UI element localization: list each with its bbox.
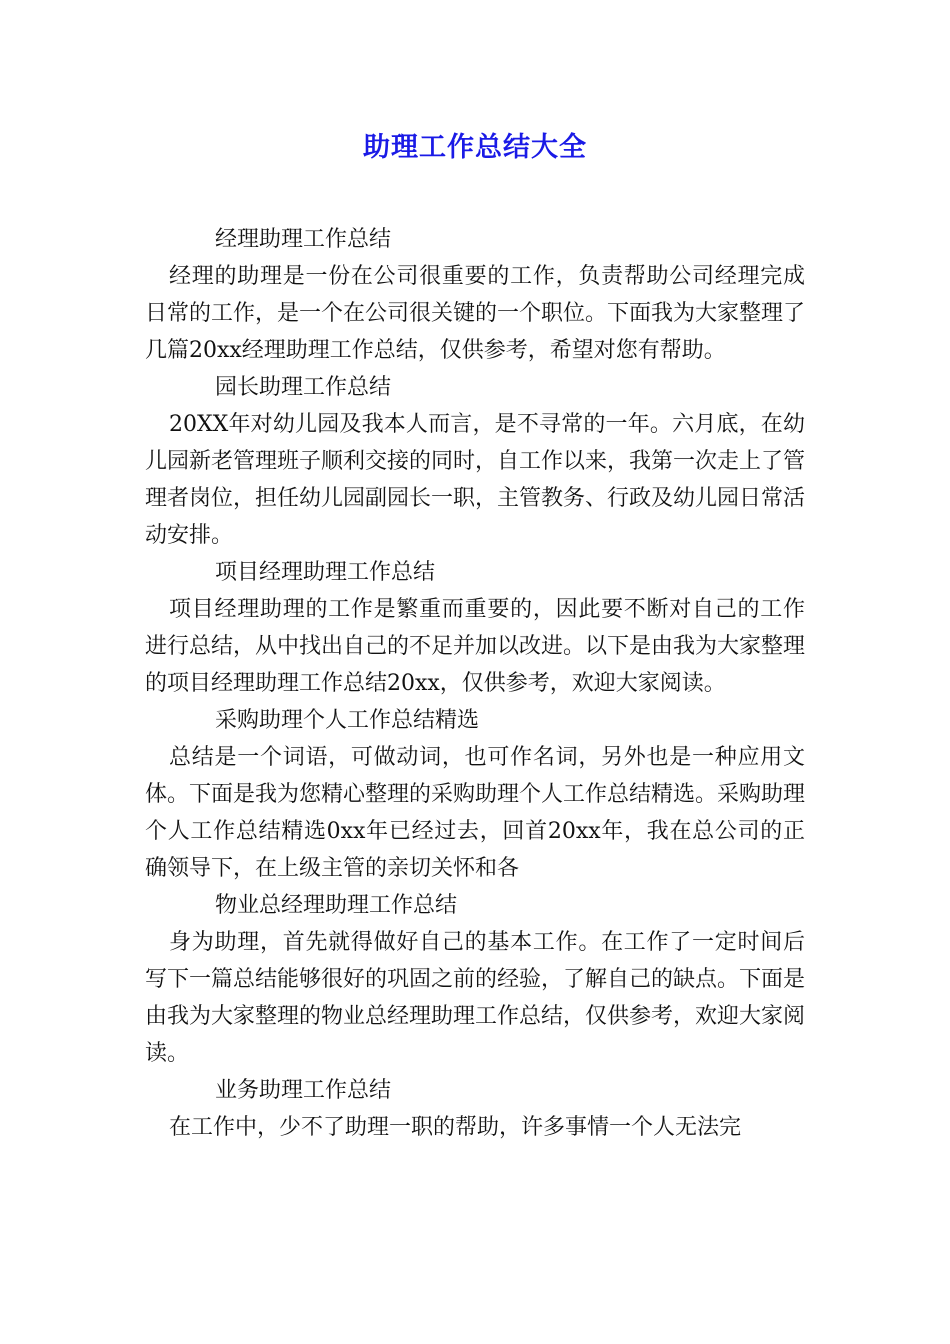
section-body-kindergarten-assistant: 20XX年对幼儿园及我本人而言，是不寻常的一年。六月底，在幼儿园新老管理班子顺利交接的同时，自工作以来，我第一次走上了管理者岗位，担任幼儿园副园长一职，主管教务、行政及幼儿园日常活动安排。 [145,412,806,548]
section-body-purchasing-assistant: 总结是一个词语，可做动词，也可作名词，另外也是一种应用文体。下面是我为您精心整理的采购助理个人工作总结精选。采购助理个人工作总结精选0xx年已经过去，回首20xx年，我在总公司的正确领导下，在上级主管的亲切关怀和各 [145,745,806,881]
section-body-business-assistant: 在工作中，少不了助理一职的帮助，许多事情一个人无法完 [169,1115,742,1140]
section-heading-project-manager-assistant: 项目经理助理工作总结 [215,560,436,585]
section-heading-manager-assistant: 经理助理工作总结 [215,227,392,252]
section-body-property-gm-assistant: 身为助理，首先就得做好自己的基本工作。在工作了一定时间后写下一篇总结能够很好的巩固之前的经验，了解自己的缺点。下面是由我为大家整理的物业总经理助理工作总结，仅供参考，欢迎大家阅读。 [145,930,806,1066]
section-heading-property-gm-assistant: 物业总经理助理工作总结 [215,893,458,918]
section-body-project-manager-assistant: 项目经理助理的工作是繁重而重要的，因此要不断对自己的工作进行总结，从中找出自己的不足并加以改进。以下是由我为大家整理的项目经理助理工作总结20xx，仅供参考，欢迎大家阅读。 [145,597,806,696]
section-heading-kindergarten-assistant: 园长助理工作总结 [215,375,392,400]
section-body-manager-assistant: 经理的助理是一份在公司很重要的工作，负责帮助公司经理完成日常的工作，是一个在公司很关键的一个职位。下面我为大家整理了几篇20xx经理助理工作总结，仅供参考，希望对您有帮助。 [145,264,806,363]
document-content [145,221,805,1146]
document-title: 助理工作总结大全 [363,132,587,163]
section-heading-business-assistant: 业务助理工作总结 [215,1078,392,1103]
section-heading-purchasing-assistant: 采购助理个人工作总结精选 [215,708,480,733]
